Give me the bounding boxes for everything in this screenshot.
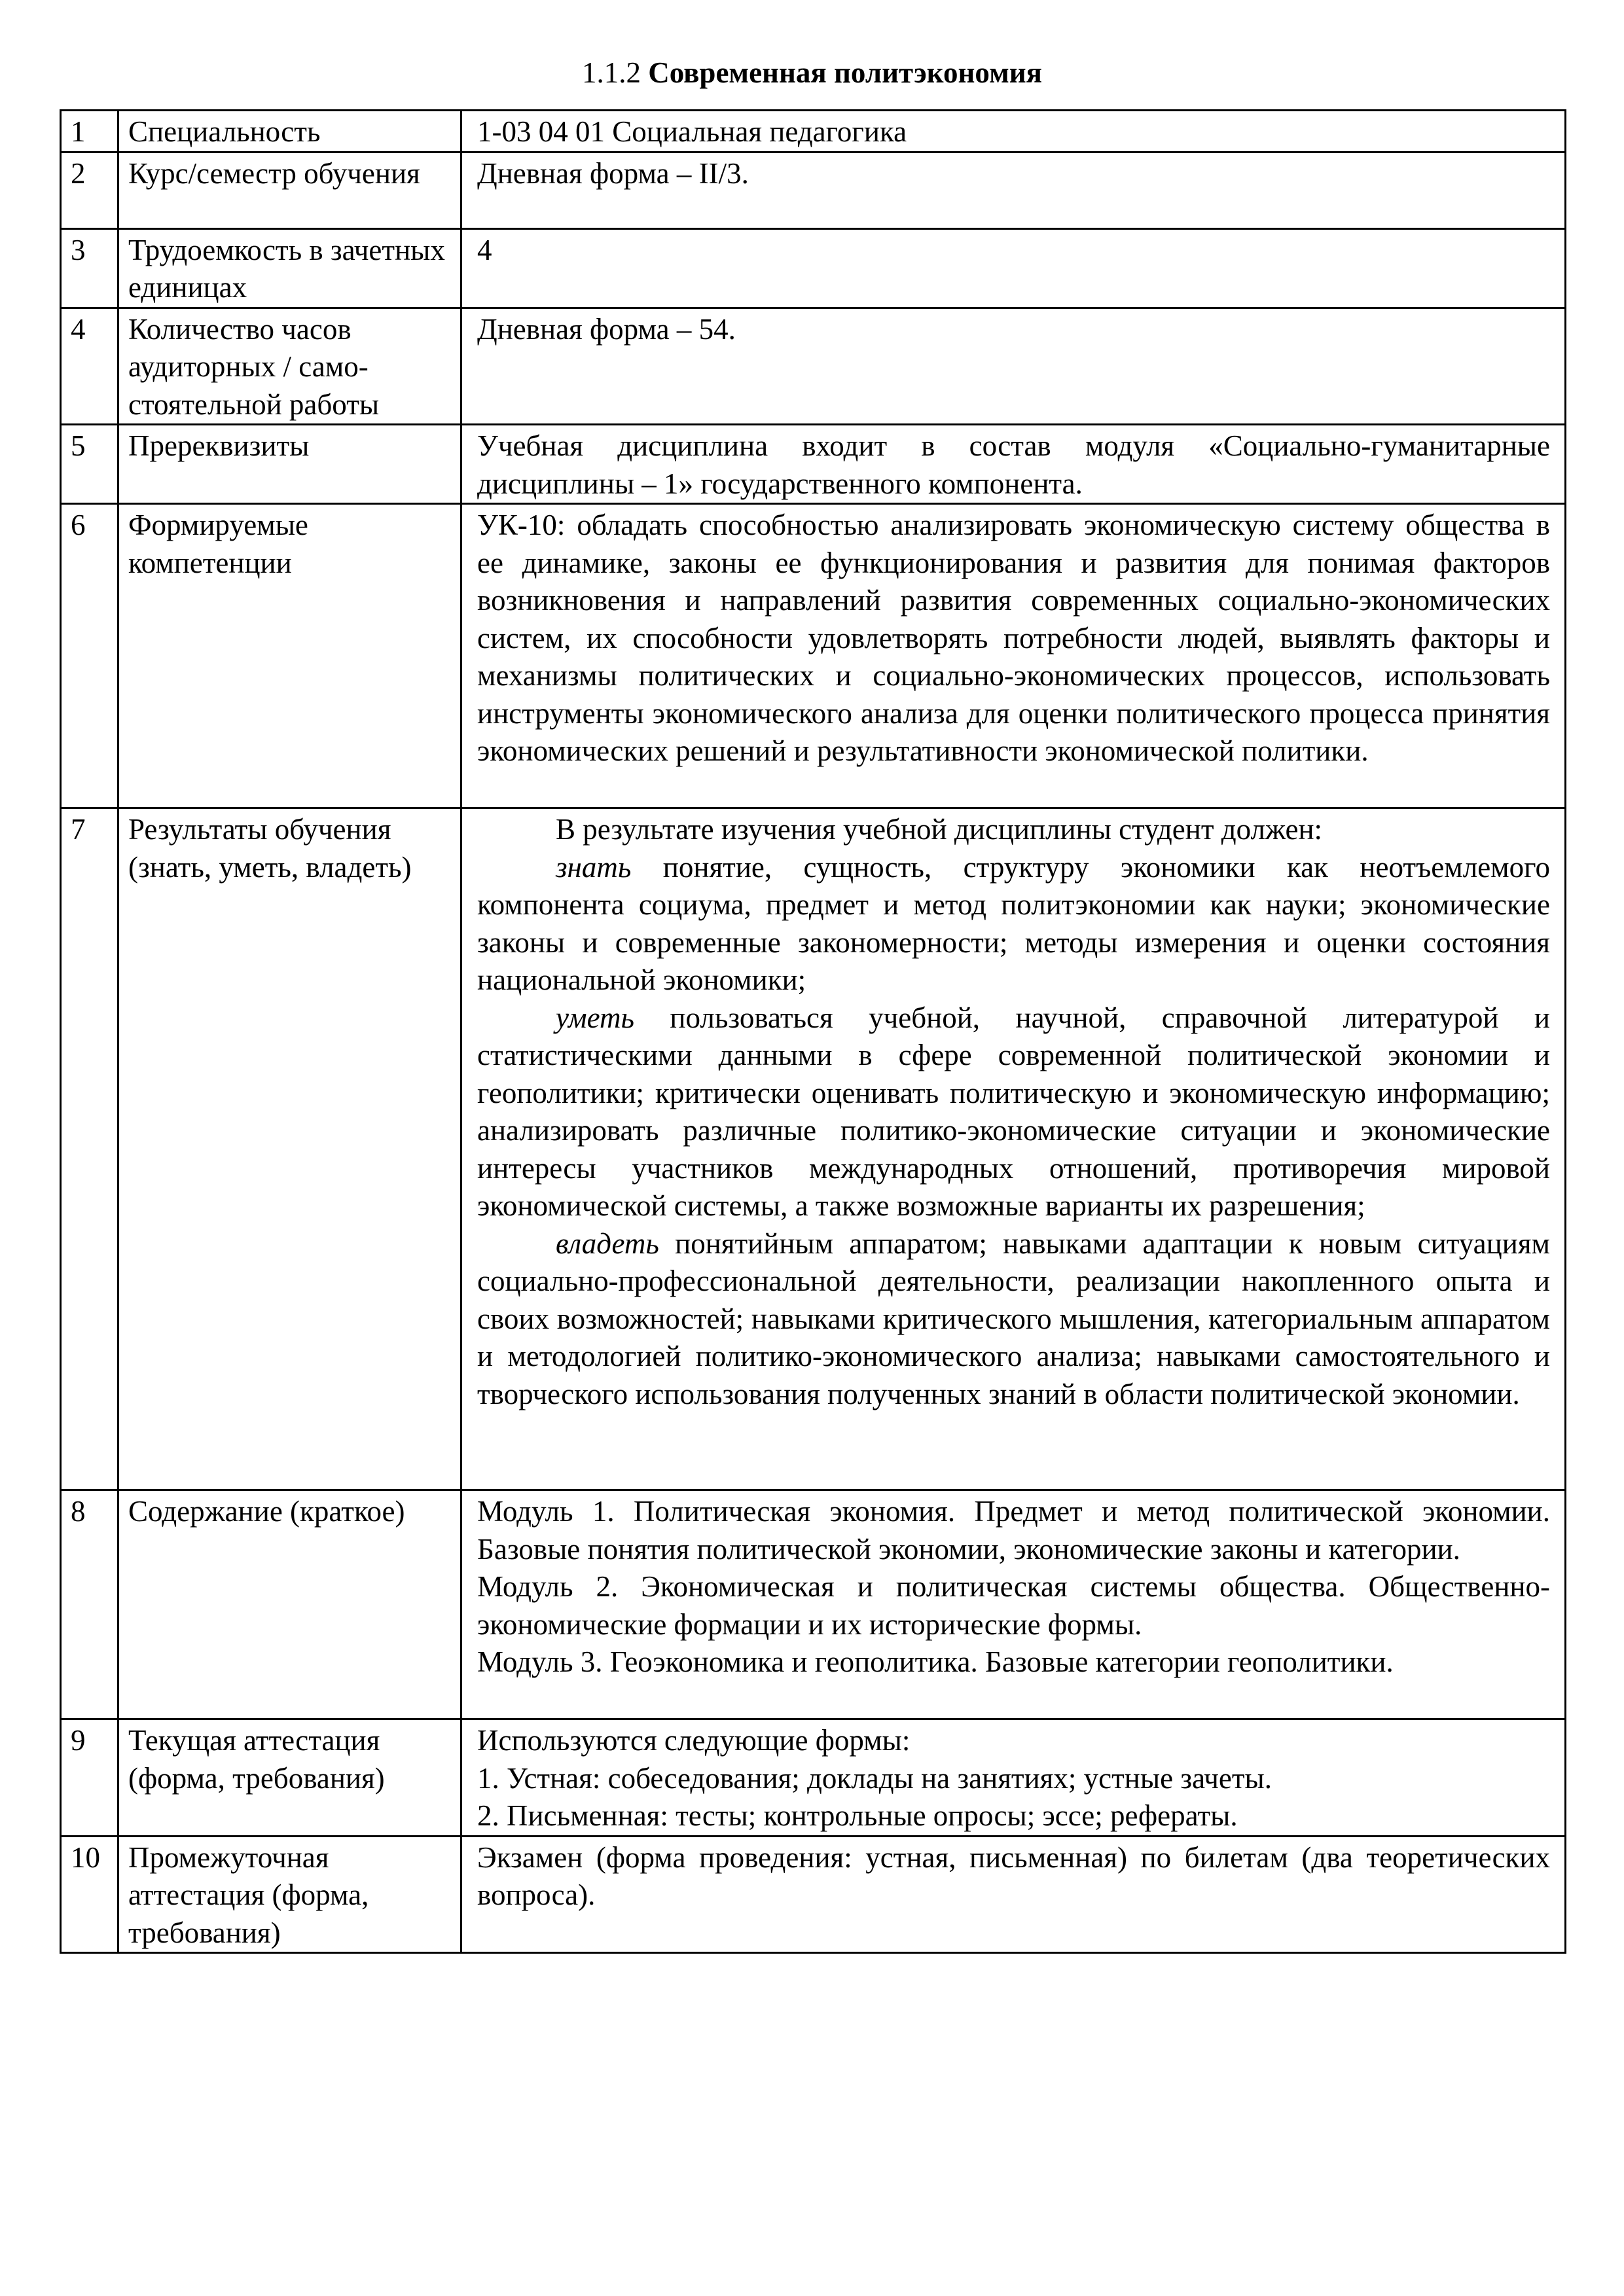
table-row [61,425,1566,504]
table-row [61,1836,1566,1953]
row-value: Учебная дисциплина входит в состав модуля «Социально-гуманитарные дисциплины – 1» государственного компонента. [477,429,1550,500]
table-row [61,504,1566,808]
can-text: пользоваться учебной, научной, справочной литературой и статистическими данными в сфере современной политической экономии и геополитики; критически оценивать политическую и экономическую информацию; анализировать различные политико-экономические ситуации и экономические интересы участников международных отношений, противоречия мировой экономической системы, а также возможные варианты их разрешения; [477,1001,1550,1222]
table-row [61,808,1566,1490]
row-number: 8 [71,1495,86,1528]
title-name: Современная политэкономия [648,56,1042,89]
outcome-own [477,1225,1550,1414]
table-row [61,152,1566,228]
module-1: Модуль 1. Политическая экономия. Предмет и метод политической экономии. Базовые понятия политической экономии, экономические законы и категории. [477,1495,1550,1566]
know-term: знать [556,850,632,884]
row-number: 1 [71,115,86,148]
row-number: 9 [71,1724,86,1757]
course-info-table [60,109,1566,1954]
know-text: понятие, сущность, структуру экономики как неотъемлемого компонента социума, предмет и метод политэкономии как науки; экономические законы и современные закономерности; методы измерения и оценки состояния национальной экономики; [477,850,1550,996]
row-number: 4 [71,312,86,346]
table-row [61,228,1566,308]
module-2: Модуль 2. Экономическая и политическая системы общества. Общественно-экономические формации и их исторические формы. [477,1570,1550,1641]
can-term: уметь [556,1001,634,1034]
table-row [61,1490,1566,1719]
row-label: Курс/семестр обучения [128,156,420,190]
row-value: Экзамен (форма проведения: устная, письменная) по билетам (два теоретических вопроса). [477,1840,1550,1911]
module-3: Модуль 3. Геоэкономика и геополитика. Базовые категории геополитики. [477,1645,1394,1678]
row-label: Формируемые компетенции [128,509,308,579]
own-term: владеть [556,1227,659,1260]
row-value: 4 [477,233,492,266]
row-number: 5 [71,429,86,462]
row-value: Дневная форма – 54. [477,312,736,346]
row-label: Трудоемкость в зачетных единицах [128,233,445,304]
row-number: 6 [71,509,86,541]
table-row [61,1719,1566,1837]
row-label: Специальность [128,115,321,148]
table-row [61,111,1566,152]
row-label: Результаты обучения (знать, уметь, владеть) [128,813,412,884]
row-value: УК-10: обладать способностью анализировать экономическую систему общества в ее динамике, законы ее функционирования и развития для понимая факторов возникновения и направлений развития современных социально-экономических систем, их способности удовлетворять потребности людей, выявлять факторы и механизмы политических и социально-экономических процессов, использовать инструменты экономического анализа для оценки политического процесса принятия экономических решений и результативности экономической политики. [477,509,1550,767]
row-label: Количество часов аудиторных / само-стоятельной работы [128,312,380,421]
learning-outcomes [462,809,1564,1413]
current-assessment [462,1720,1564,1835]
row-label: Текущая аттестация (форма, требования) [128,1724,385,1795]
table-row [61,308,1566,425]
own-text: понятийным аппаратом; навыками адаптации к новым ситуациям социально-профессиональной деятельности, реализации накопленного опыта и своих возможностей; навыками критического мышления, категориальным аппаратом и методологией политико-экономического анализа; навыками самостоятельного и творческого использования полученных знаний в области политической экономии. [477,1227,1550,1410]
row-value: 1-03 04 01 Социальная педагогика [477,115,907,148]
row-number: 10 [71,1840,100,1874]
row-number: 2 [71,156,86,190]
row-number: 7 [71,813,86,846]
outcome-can [477,999,1550,1225]
outcomes-intro: В результате изучения учебной дисциплины студент должен: [556,813,1323,846]
row-label: Содержание (краткое) [128,1495,405,1528]
row-label: Пререквизиты [128,429,310,462]
outcome-know [477,849,1550,999]
course-content [462,1491,1564,1681]
row-value: Дневная форма – II/3. [477,156,749,190]
row-number: 3 [71,233,86,266]
assessment-oral: 1. Устная: собеседования; доклады на занятиях; устные зачеты. [477,1761,1272,1795]
page-title [0,54,1624,92]
row-label: Промежуточная аттестация (форма, требования) [128,1840,369,1949]
assessment-intro: Используются следующие формы: [477,1724,911,1757]
title-number: 1.1.2 [581,56,641,89]
assessment-written: 2. Письменная: тесты; контрольные опросы; эссе; рефераты. [477,1799,1238,1832]
